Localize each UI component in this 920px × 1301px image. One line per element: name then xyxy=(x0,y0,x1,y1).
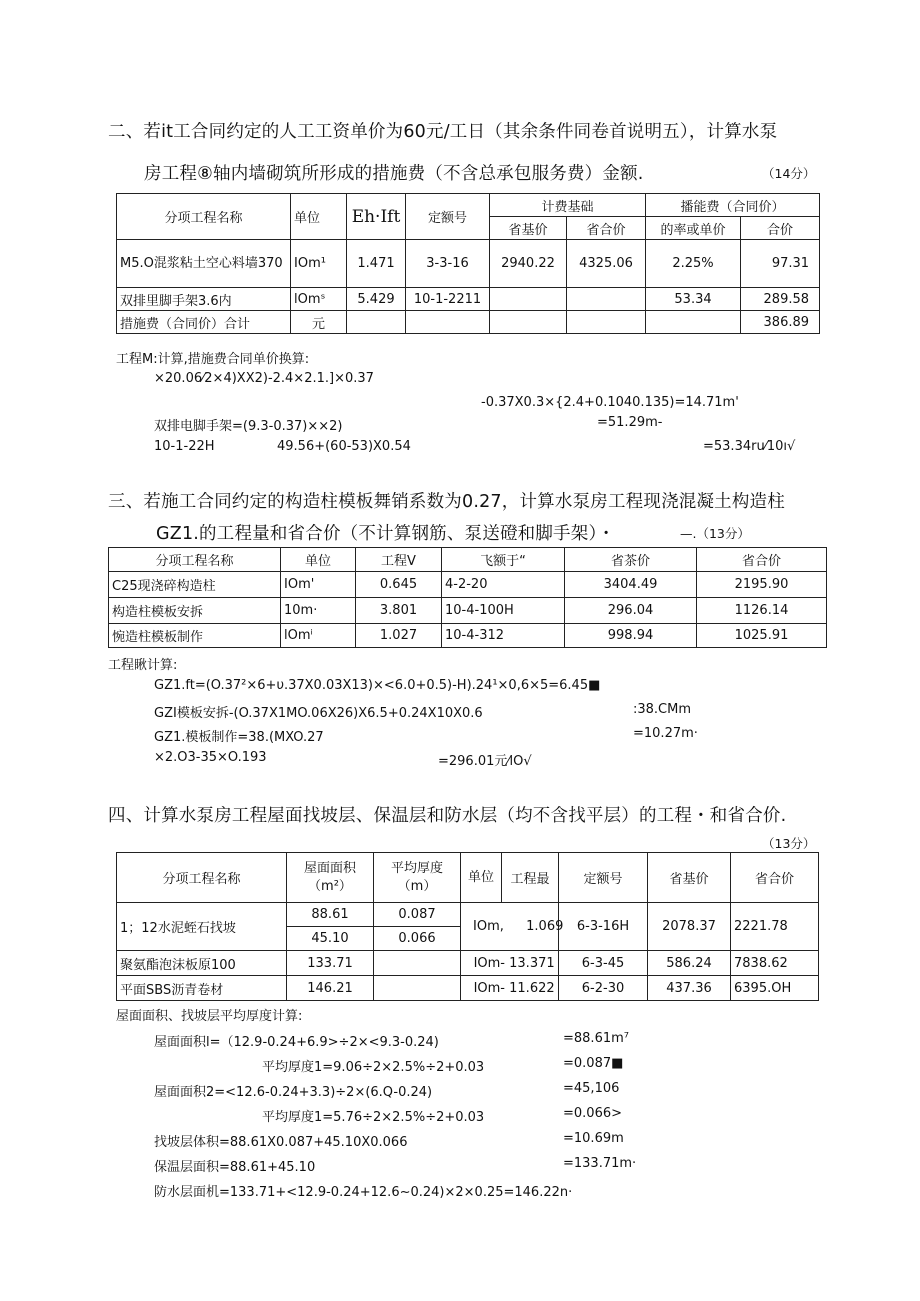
q2-row1-name: M5.O混浆粘土空心料墙370 xyxy=(117,240,291,288)
q2-row3-total: 386.89 xyxy=(741,311,820,334)
q3-row3-unit: lOmⁱ xyxy=(281,624,356,648)
q2-row2-code: 10-1-2211 xyxy=(406,288,490,311)
q4-row1-qty: 1.069 xyxy=(526,919,564,934)
q4-row3-unit: IOm- xyxy=(473,980,505,996)
q3-row1-qty: 0.645 xyxy=(356,572,442,598)
table-row xyxy=(117,311,820,334)
q4-calc-line4b: =0.066> xyxy=(563,1106,623,1121)
q2-header-unit: 单位 xyxy=(291,194,347,240)
q3-header-name: 分项工程名称 xyxy=(109,548,281,572)
q4-row2-unit-qty xyxy=(461,951,559,976)
q3-calc-heading: 工程瞅计算: xyxy=(108,658,178,673)
q3-row2-unit: 10m· xyxy=(281,598,356,624)
q4-header-unit: 单位 xyxy=(461,853,502,903)
q2-row3-rate xyxy=(646,311,741,334)
q2-row3-unit: 元 xyxy=(291,311,347,334)
q3-title-tail: —.（13分） xyxy=(680,526,750,541)
q4-row2-prov-total: 7838.62 xyxy=(731,951,819,976)
q3-calc-line2a: GZI模板安拆-(O.37X1MO.06X26)X6.5+0.24X10X0.6 xyxy=(154,706,483,721)
q3-row2-name: 构造柱模板安拆 xyxy=(109,598,281,624)
q4-row3-unit-qty xyxy=(461,976,559,1001)
q3-calc-line3a: GZ1.模板制作=38.(MXO.27 xyxy=(154,730,324,745)
q2-calc-line3a: 双排电脚手架=(9.3-0.37)××2) xyxy=(154,419,343,434)
table-row xyxy=(109,598,827,624)
q3-row1-unit: IOm' xyxy=(281,572,356,598)
q4-calc-line4a: 平均厚度1=5.76÷2×2.5%÷2+0.03 xyxy=(262,1110,485,1125)
q3-row3-prov-price: 998.94 xyxy=(565,624,697,648)
q4-calc-line5b: =10.69m xyxy=(563,1131,624,1146)
q2-row1-qty: 1.471 xyxy=(347,240,406,288)
q2-row3-prov-base xyxy=(490,311,567,334)
q2-header-rate: 的率或单价 xyxy=(646,217,741,240)
q2-header-prov-base: 省基价 xyxy=(490,217,567,240)
table-row xyxy=(117,951,819,976)
q4-row2-thick xyxy=(374,951,461,976)
q2-header-base-group: 计费基础 xyxy=(490,194,646,217)
q3-row2-prov-total: 1126.14 xyxy=(697,598,827,624)
q4-calc-line7a: 防水层面机=133.71+<12.9-0.24+12.6~0.24)×2×0.25=146.22n· xyxy=(154,1185,573,1200)
q2-row1-prov-contract: 4325.06 xyxy=(567,240,646,288)
table-row xyxy=(117,976,819,1001)
q3-row1-prov-price: 3404.49 xyxy=(565,572,697,598)
q2-row2-prov-base xyxy=(490,288,567,311)
q4-title-line1: 四、计算水泵房工程屋面找坡层、保温层和防水层（均不含找平层）的工程・和省合价. xyxy=(108,806,787,826)
q3-row1-prov-total: 2195.90 xyxy=(697,572,827,598)
table-row xyxy=(117,240,820,288)
q2-header-total: 合价 xyxy=(741,217,820,240)
q2-header-name: 分项工程名称 xyxy=(117,194,291,240)
q3-header-prov-total: 省合价 xyxy=(697,548,827,572)
q4-header-prov-total: 省合价 xyxy=(731,853,819,903)
q2-row2-prov-contract xyxy=(567,288,646,311)
q2-header-code: 定额号 xyxy=(406,194,490,240)
q2-row3-name: 措施费（合同价）合计 xyxy=(117,311,291,334)
q2-calc-line4c: =53.34ru⁄10ı√ xyxy=(703,439,796,454)
q4-row2-area: 133.71 xyxy=(287,951,374,976)
q3-row3-name: 惋造柱模板制作 xyxy=(109,624,281,648)
q2-table xyxy=(116,193,820,334)
q2-row1-unit: IOm¹ xyxy=(291,240,347,288)
q4-header-thick: 平均厚度（m） xyxy=(374,853,461,903)
q4-calc-line6a: 保温层面积=88.61+45.10 xyxy=(154,1160,316,1175)
q3-row3-code: 10-4-312 xyxy=(442,624,565,648)
q4-row3-area: 146.21 xyxy=(287,976,374,1001)
q3-row1-code: 4-2-20 xyxy=(442,572,565,598)
q2-row1-total: 97.31 xyxy=(741,240,820,288)
q4-row2-code: 6-3-45 xyxy=(559,951,648,976)
q4-calc-line3a: 屋面面积2=<12.6-0.24+3.3)÷2×(6.Q-0.24) xyxy=(154,1085,433,1100)
q2-calc-line2: -0.37X0.3×{2.4+0.1040.135)=14.71m' xyxy=(481,395,739,410)
q3-calc-line2b: :38.CMm xyxy=(633,702,692,717)
q4-calc-line5a: 找坡层体积=88.61X0.087+45.10X0.066 xyxy=(154,1135,408,1150)
q4-row1-thick-a: 0.087 xyxy=(374,903,461,927)
q2-points: （14分） xyxy=(762,166,816,181)
table-row xyxy=(117,288,820,311)
q4-calc-line6b: =133.71m· xyxy=(563,1156,637,1171)
q4-row2-unit: IOm- xyxy=(473,955,505,971)
q4-row3-thick xyxy=(374,976,461,1001)
q3-calc-line3b: =10.27m· xyxy=(633,726,698,741)
q4-row1-thick-b: 0.066 xyxy=(374,927,461,951)
q3-row1-name: C25现浇碎构造柱 xyxy=(109,572,281,598)
q4-row3-prov-price: 437.36 xyxy=(648,976,731,1001)
q4-row1-prov-price: 2078.37 xyxy=(648,903,731,951)
q4-row1-code: 6-3-16H xyxy=(559,903,648,951)
q2-row3-code xyxy=(406,311,490,334)
q2-row1-code: 3-3-16 xyxy=(406,240,490,288)
q2-calc-line4b: 49.56+(60-53)X0.54 xyxy=(277,439,411,454)
q4-header-prov-price: 省基价 xyxy=(648,853,731,903)
q3-header-qty: 工程V xyxy=(356,548,442,572)
q3-calc-line4b: =296.01元⁄lO√ xyxy=(438,754,532,769)
q4-row3-qty: 11.622 xyxy=(509,980,555,996)
q4-header-name: 分项工程名称 xyxy=(117,853,287,903)
q2-row3-qty xyxy=(347,311,406,334)
q3-calc-line1: GZ1.ft=(O.37²×6+υ.37X0.03X13)×<6.0+0.5)-H).24¹×0,6×5=6.45■ xyxy=(154,678,601,693)
q4-calc-line3b: =45,106 xyxy=(563,1081,620,1096)
table-row xyxy=(117,903,819,927)
q4-table xyxy=(116,852,819,1001)
table-row xyxy=(109,624,827,648)
q2-row2-qty: 5.429 xyxy=(347,288,406,311)
q3-table xyxy=(108,547,827,648)
q2-calc-line4a: 10-1-22H xyxy=(154,439,215,454)
q4-row1-area-b: 45.10 xyxy=(287,927,374,951)
q4-calc-line2a: 平均厚度1=9.06÷2×2.5%÷2+0.03 xyxy=(262,1060,485,1075)
q2-title-line1: 二、若it工合同约定的人工工资单价为60元/工日（其余条件同卷首说明五），计算水泵 xyxy=(108,122,778,142)
table-row xyxy=(109,572,827,598)
q4-row1-prov-total: 2221.78 xyxy=(731,903,819,951)
q4-row3-name: 平面SBS沥青卷材 xyxy=(117,976,287,1001)
q3-header-prov-price: 省茶价 xyxy=(565,548,697,572)
q2-header-fee-group: 播能费（合同价） xyxy=(646,194,820,217)
q3-header-unit: 单位 xyxy=(281,548,356,572)
q2-row3-prov-contract xyxy=(567,311,646,334)
q4-row1-unit-qty xyxy=(461,903,564,951)
q2-header-qty: Eh·Ift xyxy=(347,194,406,240)
q4-points: （13分） xyxy=(762,836,816,851)
q4-row1-name: 1；12水泥蛭石找坡 xyxy=(117,903,287,951)
q3-row3-qty: 1.027 xyxy=(356,624,442,648)
q4-row2-name: 聚氨酯泡沫板原100 xyxy=(117,951,287,976)
q3-header-code: 飞额于“ xyxy=(442,548,565,572)
q2-header-prov-contract: 省合价 xyxy=(567,217,646,240)
q4-row3-code: 6-2-30 xyxy=(559,976,648,1001)
q2-calc-line3b: =51.29m- xyxy=(597,415,663,430)
q2-row1-rate: 2.25% xyxy=(646,240,741,288)
q4-calc-line1b: =88.61m⁷ xyxy=(563,1031,629,1046)
q4-header-area: 屋面面积（m²） xyxy=(287,853,374,903)
q2-title-line2: 房工程⑧轴内墙砌筑所形成的措施费（不含总承包服务费）金额. xyxy=(144,164,644,184)
q2-row2-rate: 53.34 xyxy=(646,288,741,311)
q4-header-qty: 工程最 xyxy=(502,853,559,903)
q4-row1-unit: IOm, xyxy=(473,919,504,934)
q4-calc-heading: 屋面面积、找坡层平均厚度计算: xyxy=(116,1009,303,1024)
q3-row2-code: 10-4-100H xyxy=(442,598,565,624)
q2-row2-unit: lOmˢ xyxy=(291,288,347,311)
q4-row3-prov-total: 6395.OH xyxy=(731,976,819,1001)
q3-calc-line4a: ×2.O3-35×O.193 xyxy=(154,750,267,765)
q4-calc-line1a: 屋面面积l=（12.9-0.24+6.9>÷2×<9.3-0.24) xyxy=(154,1035,439,1050)
q3-title-line2: GZ1.的工程量和省合价（不计算钢筋、泵送磴和脚手架）・ xyxy=(156,524,616,544)
q4-header-code: 定额号 xyxy=(559,853,648,903)
q2-row2-name: 双排里脚手架3.6内 xyxy=(117,288,291,311)
q3-row3-prov-total: 1025.91 xyxy=(697,624,827,648)
q3-row2-qty: 3.801 xyxy=(356,598,442,624)
q2-calc-heading: 工程M:计算,措施费合同单价换算: xyxy=(116,352,310,367)
q4-row2-prov-price: 586.24 xyxy=(648,951,731,976)
q4-row2-qty: 13.371 xyxy=(509,955,555,971)
q4-calc-line2b: =0.087■ xyxy=(563,1056,624,1071)
q2-calc-line1: ×20.06⁄2×4)XX2)-2.4×2.1.]×0.37 xyxy=(154,371,374,386)
q3-row2-prov-price: 296.04 xyxy=(565,598,697,624)
q4-row1-area-a: 88.61 xyxy=(287,903,374,927)
q3-title-line1: 三、若施工合同约定的构造柱模板舞销系数为0.27，计算水泵房工程现浇混凝土构造柱 xyxy=(108,492,785,512)
q2-row1-prov-base: 2940.22 xyxy=(490,240,567,288)
q2-row2-total: 289.58 xyxy=(741,288,820,311)
